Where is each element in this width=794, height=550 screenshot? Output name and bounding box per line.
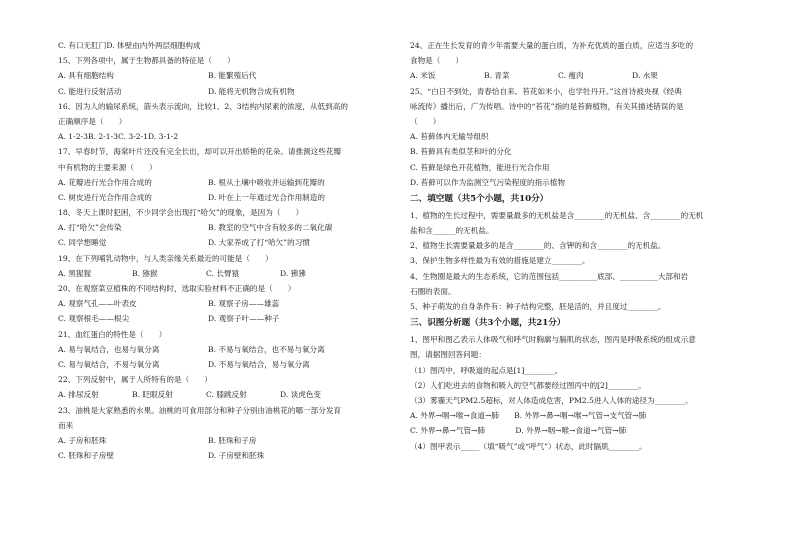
q18-options-cd — [58, 235, 386, 250]
q20-stem: 20、在观察菜豆植株的不同结构时，选取实验材料不正确的是（ ） — [58, 284, 296, 293]
q21-option-d: D. 不易与氧结合，易与氧分离 — [208, 359, 310, 369]
q18-option-d: D. 大家养成了打“哈欠”的习惯 — [208, 238, 310, 248]
left-column — [58, 38, 386, 463]
q21-stem: 21、血红蛋白的特性是（ ） — [58, 329, 167, 339]
q17-option-b: B. 根从土壤中吸收并运输到花瓣的 — [208, 177, 325, 187]
q21-option-a: A. 易与氧结合，也易与氧分离 — [58, 344, 160, 354]
q15-option-c: C. 能进行反射活动 — [58, 86, 122, 96]
diagram-1-sub4: （4）图甲表示_____（填“吸气”或“呼气”）状态，此时膈肌________。 — [410, 441, 647, 451]
q24-stem-line1: 24、正在生长发育的青少年需要大量的蛋白质，为补充优质的蛋白质，应适当多吃的 — [410, 41, 694, 50]
q24-stem-line2: 食物是（ ） — [410, 56, 464, 66]
q25-option-d: D. 苔藓可以作为监测空气污染程度的指示植物 — [410, 177, 565, 187]
q22-option-a: A. 排尿反射 — [58, 390, 99, 400]
fill-4-line1: 4、生物圈是最大的生态系统，它的范围包括__________底部、__________大部和岩 — [410, 271, 689, 281]
q19-option-b: B. 猕猴 — [132, 268, 158, 278]
q25-option-b: B. 苔藓具有类似茎和叶的分化 — [410, 147, 512, 157]
section-diagram-heading: 三、识图分析题（共3个小题，共21分） — [410, 318, 566, 329]
q19-option-d: D. 狒狒 — [280, 268, 306, 278]
q15-option-d: D. 能将无机物合成有机物 — [208, 86, 295, 96]
q20-options-cd — [58, 311, 386, 326]
q22-stem: 22、下列反射中，属于人所特有的是（ ） — [58, 375, 212, 385]
diagram-1-line2: 图，请据图回答问题： — [410, 350, 486, 360]
q20-options-ab — [58, 296, 386, 311]
q19-option-c: C. 长臂猿 — [206, 268, 240, 278]
q15-options-ab — [58, 68, 386, 83]
q23-option-b: B. 胚珠和子房 — [208, 435, 257, 445]
q15-option-a: A. 具有细胞结构 — [58, 71, 114, 81]
q25-stem-line1: 25、“白日不到处，青春恰自来。苔花如米小，也学牡丹开。”这首诗被央视《经典 — [410, 86, 682, 96]
fill-1-line2: 盐和含______的无机盐。 — [410, 226, 494, 236]
q16-stem-line1: 16、因为人的输尿系统，箭头表示流向，比较1、2、3结构内尿素的浓度，从低到高的 — [58, 101, 348, 111]
q25-stem-line3: （ ） — [410, 116, 441, 126]
q20-option-b: B. 观察子房——雄蕊 — [208, 299, 280, 309]
q17-option-c: C. 树皮进行光合作用合成的 — [58, 192, 152, 202]
right-column — [410, 38, 740, 454]
q24-option-a: A. 米饭 — [410, 71, 436, 81]
fill-3: 3、保护生物多样性最为有效的措施是建立________。 — [410, 256, 590, 266]
diagram-1-sub3-options-ab: A. 外界→咽→喉→食道→肺 B. 外界→鼻→咽→喉→气管→支气管→肺 — [410, 411, 647, 421]
q17-option-d: D. 叶在上一年通过光合作用制造的 — [208, 192, 325, 202]
q20-option-a: A. 观察气孔——叶表皮 — [58, 299, 137, 309]
q25-stem-line2: 咏流传》播出后，广为传唱。诗中的“苔花”指的是苔藓植物，有关其描述错误的是 — [410, 101, 684, 111]
q24-option-c: C. 瘦肉 — [558, 71, 584, 81]
q20-option-c: C. 观察根毛——根尖 — [58, 314, 130, 324]
q16-stem-line2: 正确顺序是（ ） — [58, 116, 127, 126]
q21-options-ab — [58, 342, 386, 357]
q24-option-d: D. 水果 — [632, 71, 658, 81]
q22-option-d: D. 谈虎色变 — [280, 390, 322, 400]
q23-option-a: A. 子房和胚珠 — [58, 435, 107, 445]
q18-option-b: B. 教室的空气中含有较多的二氧化碳 — [208, 223, 333, 233]
q17-option-a: A. 花瓣进行光合作用合成的 — [58, 177, 152, 187]
q22-option-b: B. 眨眼反射 — [132, 390, 173, 400]
q21-option-c: C. 易与氧结合，不易与氧分离 — [58, 359, 160, 369]
q16-options: A. 1-2-3B. 2-1-3C. 3-2-1D. 3-1-2 — [58, 132, 179, 142]
q21-option-b: B. 不易与氧结合，也不易与氧分离 — [208, 344, 325, 354]
diagram-1-sub3-options-cd: C. 外界→鼻→气管→肺 D. 外界→咽→喉→食道→气管→肺 — [410, 426, 627, 436]
fill-1-line1: 1、植物的生长过程中，需要量最多的无机盐是含________的无机盐、含________的无机 — [410, 210, 704, 220]
q18-option-c: C. 同学想睡觉 — [58, 238, 107, 248]
q18-options-ab — [58, 220, 386, 235]
diagram-1-line1: 1、图甲和图乙表示人体吸气和呼气时胸廓与膈肌的状态，图丙是呼吸系统的组成示意 — [410, 335, 696, 345]
q15-options-cd — [58, 84, 386, 99]
q17-stem-line1: 17、早春时节，海棠叶片还没有完全长出，却可以开出娇艳的花朵。请推测这些花瓣 — [58, 147, 342, 157]
q15-stem: 15、下列各项中，属于生物都具备的特征是（ ） — [58, 56, 235, 66]
fill-4-line2: 石圈的表面。 — [410, 286, 456, 296]
q23-options-ab — [58, 433, 386, 448]
q19-option-a: A. 黑猩猩 — [58, 268, 92, 278]
q25-option-c: C. 苔藓是绿色开花植物，能进行光合作用 — [410, 162, 550, 172]
q18-option-a: A. 打“哈欠”会传染 — [58, 223, 122, 233]
q23-stem-line2: 而来 — [58, 420, 74, 430]
q23-stem-line1: 23、油桃是大家熟悉的水果。油桃的可食用部分和种子分别由油桃花的哪一部分发育 — [58, 405, 342, 415]
q19-stem: 19、在下列哺乳动物中，与人类亲缘关系最近的可能是（ ） — [58, 253, 273, 263]
diagram-1-sub3: （3）雾霾天气PM2.5超标，对人体造成危害，PM2.5进入人体的途径为________。 — [410, 395, 693, 405]
q15-option-b: B. 能繁殖后代 — [208, 71, 257, 81]
q24-option-b: B. 青菜 — [484, 71, 510, 81]
q17-stem-line2: 中有机物的主要来源（ ） — [58, 162, 157, 172]
q19-options — [58, 266, 386, 281]
q23-option-c: C. 胚珠和子房壁 — [58, 451, 114, 461]
q18-stem: 18、冬天上课时犯困，不少同学会出现打“哈欠”的现象，是因为（ ） — [58, 208, 304, 218]
fill-2: 2、植物生长需要量最多的是含________的、含钾的和含________的无机盐。 — [410, 241, 666, 251]
q24-options — [410, 68, 740, 83]
q20-option-d: D. 观察子叶——种子 — [208, 314, 280, 324]
q17-options-ab — [58, 175, 386, 190]
q22-options — [58, 387, 386, 402]
q17-options-cd — [58, 190, 386, 205]
q23-option-d: D. 子房壁和胚珠 — [208, 451, 265, 461]
q25-option-a: A. 苔藓体内无输导组织 — [410, 132, 489, 142]
q22-option-c: C. 膝跳反射 — [206, 390, 247, 400]
q14-option-cd: C. 有口无肛门D. 体壁由内外两层细胞构成 — [58, 41, 201, 50]
diagram-1-sub2: （2）人们吃进去的食物和吸入的空气都要经过图丙中的[2]________。 — [410, 380, 646, 390]
section-fill-blank-heading: 二、填空题（共5个小题，共10分） — [410, 193, 549, 204]
fill-5: 5、种子萌发的自身条件有：种子结构完整，胚是活的，并且度过________。 — [410, 302, 666, 311]
q23-options-cd — [58, 448, 386, 463]
diagram-1-sub1: （1）图丙中，呼吸道的起点是[1]________。 — [410, 365, 563, 375]
q21-options-cd — [58, 357, 386, 372]
